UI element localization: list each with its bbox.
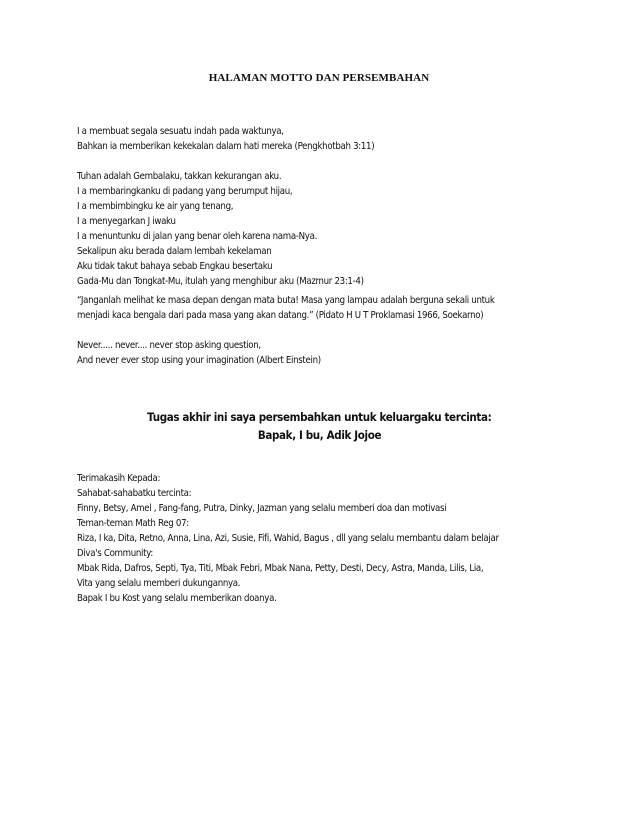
text-line: Aku tidak takut bahaya sebab Engkau besertaku <box>77 261 273 272</box>
text-line: Diva's Community: <box>77 548 153 559</box>
dedication-line-2 <box>0 426 638 444</box>
dedication-text: Bapak, I bu, Adik Jojoe <box>257 428 381 442</box>
text-line: Teman-teman Math Reg 07: <box>77 518 189 529</box>
text-line: I a menyegarkan J iwaku <box>77 216 176 227</box>
dedication-text: Tugas akhir ini saya persembahkan untuk keluargaku tercinta: <box>146 410 492 424</box>
text-line: menjadi kaca bengala dari pada masa yang akan datang.” (Pidato H U T Proklamasi 1966, Soekarno) <box>77 310 484 321</box>
text-line: And never ever stop using your imagination (Albert Einstein) <box>77 355 321 366</box>
page-title: HALAMAN MOTTO DAN PERSEMBAHAN <box>208 72 430 84</box>
text-line: Never..... never.... never stop asking question, <box>77 340 261 351</box>
motto-paragraph-4 <box>77 338 527 368</box>
text-line: Terimakasih Kepada: <box>77 473 161 484</box>
motto-paragraph-2 <box>77 169 527 289</box>
text-line: Bapak I bu Kost yang selalu memberikan doanya. <box>77 593 277 604</box>
text-line: Mbak Rida, Dafros, Septi, Tya, Titi, Mbak Febri, Mbak Nana, Petty, Desti, Decy, Astra, Manda, Lilis, Lia, <box>77 563 484 574</box>
text-line: I a membaringkanku di padang yang berumput hijau, <box>77 186 293 197</box>
text-line: Finny, Betsy, Amel , Fang-fang, Putra, Dinky, Jazman yang selalu memberi doa dan motivasi <box>77 503 447 514</box>
text-line: Riza, I ka, Dita, Retno, Anna, Lina, Azi, Susie, Fifi, Wahid, Bagus , dll yang selalu membantu dalam belajar <box>77 533 499 544</box>
text-line: Gada-Mu dan Tongkat-Mu, itulah yang menghibur aku (Mazmur 23:1-4) <box>77 276 364 287</box>
dedication-line-1 <box>0 408 638 426</box>
text-line: Sekalipun aku berada dalam lembah kekelaman <box>77 246 272 257</box>
text-line: Sahabat-sahabatku tercinta: <box>77 488 192 499</box>
text-line: I a menuntunku di jalan yang benar oleh karena nama-Nya. <box>77 231 318 242</box>
motto-paragraph-3 <box>77 293 527 323</box>
motto-paragraph-1 <box>77 124 527 154</box>
acknowledgements <box>77 471 527 606</box>
text-line: Tuhan adalah Gembalaku, takkan kekurangan aku. <box>77 171 282 182</box>
text-line: I a membuat segala sesuatu indah pada waktunya, <box>77 126 284 137</box>
text-line: Bahkan ia memberikan kekekalan dalam hati mereka (Pengkhotbah 3:11) <box>77 141 375 152</box>
text-line: Vita yang selalu memberi dukungannya. <box>77 578 241 589</box>
text-line: I a membimbingku ke air yang tenang, <box>77 201 234 212</box>
text-line: “Janganlah melihat ke masa depan dengan mata buta! Masa yang lampau adalah berguna sekali untuk <box>77 295 495 306</box>
